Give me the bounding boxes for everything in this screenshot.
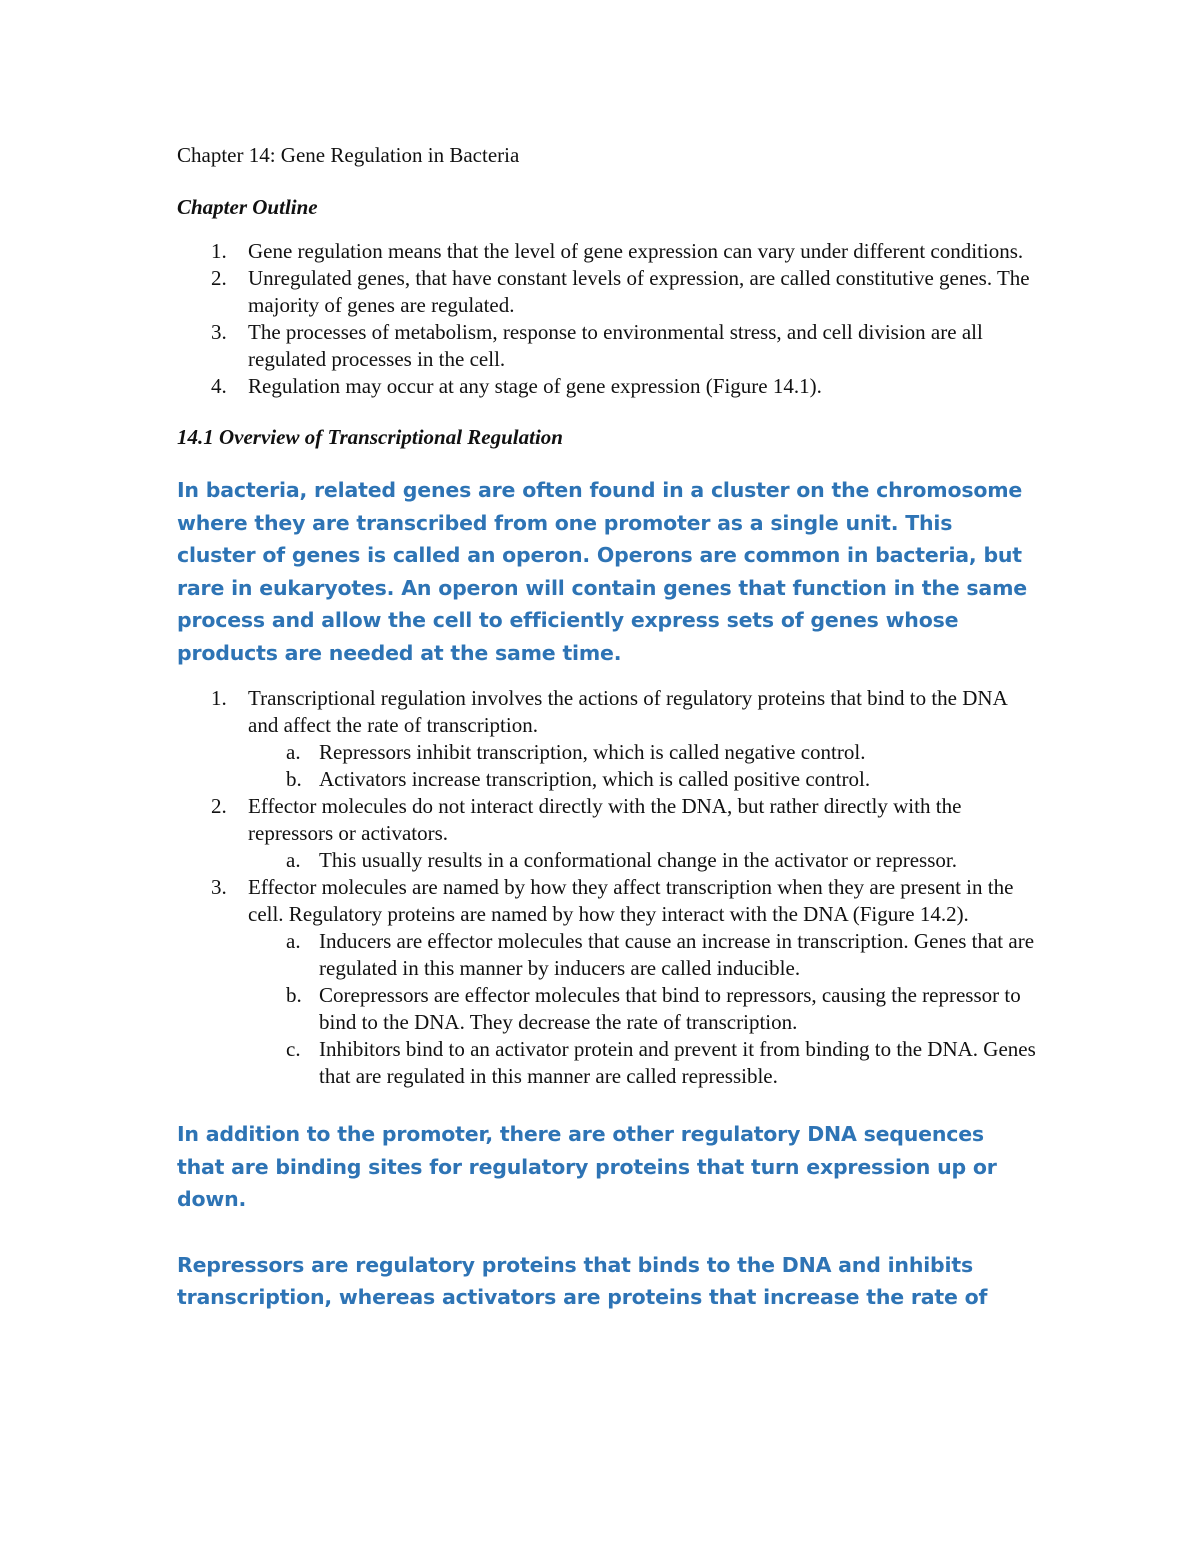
- outline-list: [177, 238, 1037, 400]
- sub-item: [248, 847, 1037, 874]
- outline-heading: Chapter Outline: [177, 195, 318, 219]
- list-number: 1.: [211, 686, 227, 710]
- outline-item: [177, 265, 1037, 319]
- sub-item: [248, 739, 1037, 766]
- sub-letter: b.: [286, 767, 302, 791]
- sub-item-text: Corepressors are effector molecules that bind to repressors, causing the repressor to bind to the DNA. They decrease the rate of transcription.: [319, 983, 1021, 1034]
- sub-item-text: Inhibitors bind to an activator protein and prevent it from binding to the DNA. Genes that are regulated in this manner are called repressible.: [319, 1037, 1036, 1088]
- outline-item-text: Regulation may occur at any stage of gene expression (Figure 14.1).: [248, 374, 822, 398]
- section-item: [177, 685, 1037, 793]
- sub-item-text: Activators increase transcription, which is called positive control.: [319, 767, 871, 791]
- list-number: 4.: [211, 374, 227, 398]
- sub-item-text: Repressors inhibit transcription, which is called negative control.: [319, 740, 866, 764]
- student-note: In addition to the promoter, there are other regulatory DNA sequences that are binding sites for regulatory proteins that turn expression up or down.: [177, 1122, 997, 1211]
- sub-list: [248, 847, 1037, 874]
- sub-letter: a.: [286, 740, 301, 764]
- list-number: 2.: [211, 794, 227, 818]
- outline-item: [177, 319, 1037, 373]
- section-item-text: Effector molecules are named by how they affect transcription when they are present in the cell. Regulatory proteins are named by how they interact with the DNA (Figure 14.2).: [248, 875, 1014, 926]
- outline-item: [177, 373, 1037, 400]
- sub-item: [248, 766, 1037, 793]
- sub-item: [248, 982, 1037, 1036]
- list-number: 1.: [211, 239, 227, 263]
- sub-item: [248, 1036, 1037, 1090]
- document-body: [177, 140, 1037, 1314]
- section-list: [177, 685, 1037, 1090]
- student-note: In bacteria, related genes are often found in a cluster on the chromosome where they are transcribed from one promoter as a single unit. This cluster of genes is called an operon. Operons are common in bacteria, but rare in eukaryotes. An operon will contain genes that function in the same process and allow the cell to efficiently express sets of genes whose products are needed at the same time.: [177, 478, 1027, 665]
- section-item: [177, 793, 1037, 874]
- sub-item-text: Inducers are effector molecules that cause an increase in transcription. Genes that are regulated in this manner by inducers are called inducible.: [319, 929, 1035, 980]
- sub-letter: a.: [286, 848, 301, 872]
- chapter-title: Chapter 14: Gene Regulation in Bacteria: [177, 143, 520, 167]
- list-number: 3.: [211, 875, 227, 899]
- sub-list: [248, 928, 1037, 1090]
- outline-item-text: Gene regulation means that the level of gene expression can vary under different conditions.: [248, 239, 1024, 263]
- section-item: [177, 874, 1037, 1090]
- outline-item-text: Unregulated genes, that have constant levels of expression, are called constitutive genes. The majority of genes are regulated.: [248, 266, 1030, 317]
- sub-item-text: This usually results in a conformational change in the activator or repressor.: [319, 848, 957, 872]
- outline-item: [177, 238, 1037, 265]
- sub-list: [248, 739, 1037, 793]
- student-note: Repressors are regulatory proteins that binds to the DNA and inhibits transcription, whereas activators are proteins that increase the rate of: [177, 1252, 988, 1309]
- sub-letter: b.: [286, 983, 302, 1007]
- sub-letter: c.: [286, 1037, 301, 1061]
- list-number: 2.: [211, 266, 227, 290]
- sub-item: [248, 928, 1037, 982]
- section-item-text: Transcriptional regulation involves the actions of regulatory proteins that bind to the DNA and affect the rate of transcription.: [248, 686, 1007, 737]
- list-number: 3.: [211, 320, 227, 344]
- section-item-text: Effector molecules do not interact directly with the DNA, but rather directly with the repressors or activators.: [248, 794, 962, 845]
- outline-item-text: The processes of metabolism, response to environmental stress, and cell division are all regulated processes in the cell.: [248, 320, 983, 371]
- sub-letter: a.: [286, 929, 301, 953]
- section-heading: 14.1 Overview of Transcriptional Regulation: [177, 425, 563, 449]
